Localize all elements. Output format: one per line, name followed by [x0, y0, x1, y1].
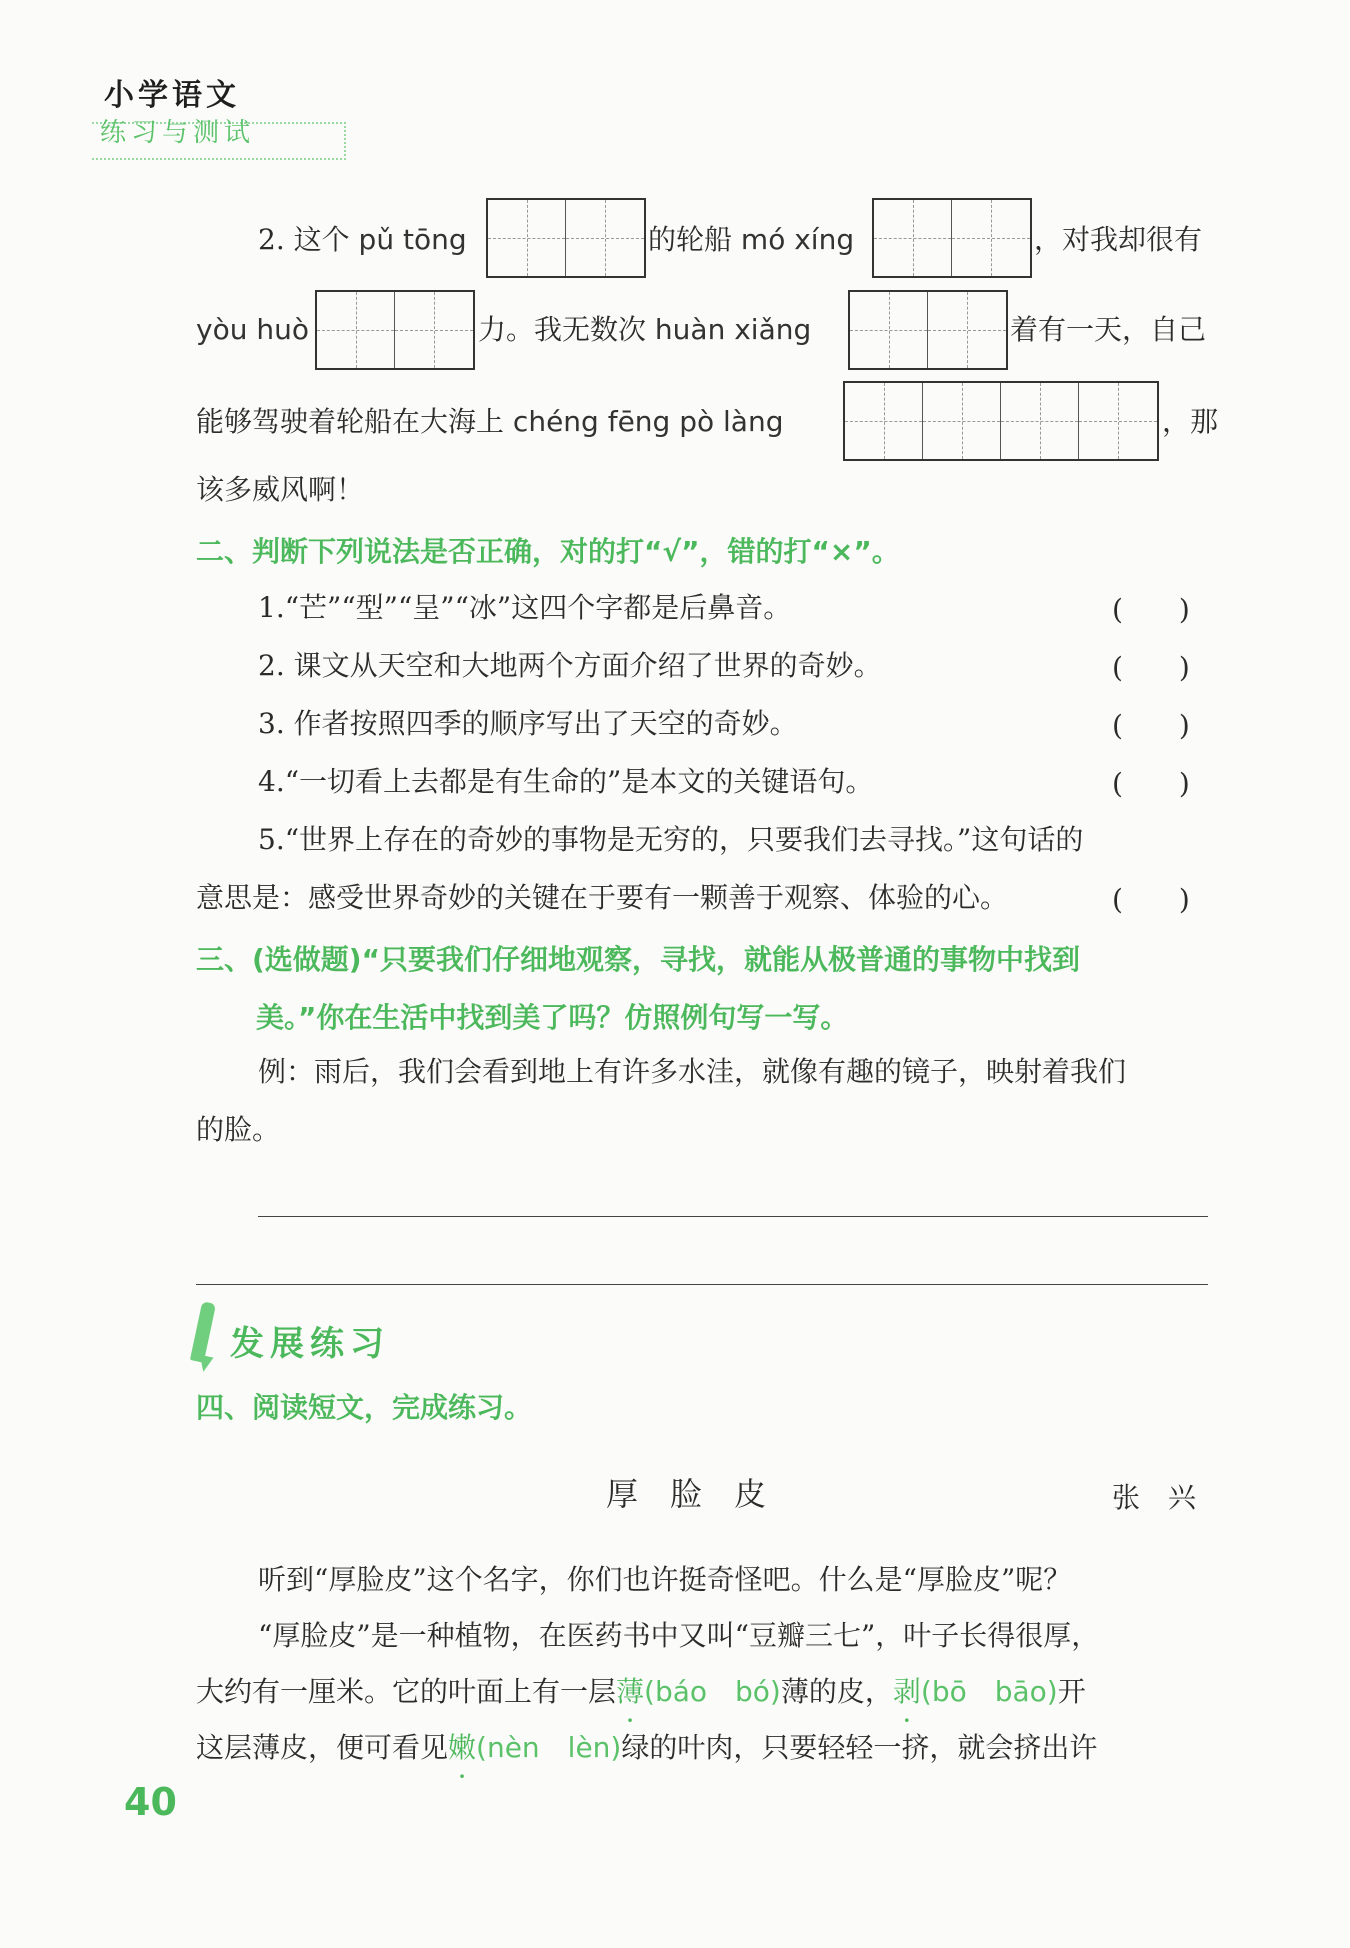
judge-item-4: 4.“一切看上去都是有生命的”是本文的关键语句。 [258, 765, 874, 798]
section-4-heading: 四、阅读短文，完成练习。 [196, 1391, 533, 1424]
article-title: 厚 脸 皮 [606, 1475, 767, 1513]
example-line-1: 例：雨后，我们会看到地上有许多水洼，就像有趣的镜子，映射着我们 [258, 1055, 1127, 1088]
marked-char-nen: 嫩 [448, 1731, 477, 1764]
section-2-heading: 二、判断下列说法是否正确，对的打“√”，错的打“×”。 [196, 535, 900, 568]
pinyin-choice-3[interactable]: (nèn lèn) [476, 1731, 622, 1764]
pen-tip-icon [196, 1355, 213, 1374]
answer-writing-line[interactable] [258, 1216, 1208, 1217]
book-title: 小学语文 [104, 78, 240, 113]
answer-grid-5[interactable] [843, 381, 1159, 461]
article-paragraph-2: “厚脸皮”是一种植物，在医药书中又叫“豆瓣三七”，叶子长得很厚， [258, 1619, 1100, 1652]
answer-paren-2[interactable]: ( ) [1112, 651, 1190, 684]
q2-line-1: 2. 这个 pǔ tōng [258, 223, 467, 256]
answer-paren-3[interactable]: ( ) [1112, 709, 1190, 742]
judge-item-2: 2. 课文从天空和大地两个方面介绍了世界的奇妙。 [258, 649, 882, 682]
answer-paren-4[interactable]: ( ) [1112, 767, 1190, 800]
judge-item-1: 1.“芒”“型”“呈”“冰”这四个字都是后鼻音。 [258, 591, 792, 624]
answer-grid-3[interactable] [315, 290, 475, 370]
article-author: 张 兴 [1112, 1481, 1197, 1514]
answer-grid-4[interactable] [848, 290, 1008, 370]
section-3-heading-line-2: 美。”你在生活中找到美了吗？仿照例句写一写。 [256, 1001, 849, 1034]
section-divider [196, 1284, 1208, 1285]
pinyin-choice-2[interactable]: (bō bāo) [920, 1675, 1058, 1708]
example-line-2: 的脸。 [196, 1113, 281, 1146]
section-3-heading-line-1: 三、(选做题)“只要我们仔细地观察，寻找，就能从极普通的事物中找到 [196, 943, 1080, 976]
book-subtitle: 练习与测试 [100, 118, 256, 148]
pen-icon [190, 1301, 216, 1363]
answer-paren-5[interactable]: ( ) [1112, 883, 1190, 916]
judge-item-3: 3. 作者按照四季的顺序写出了天空的奇妙。 [258, 707, 798, 740]
answer-grid-2[interactable] [872, 198, 1032, 278]
page-number: 40 [124, 1780, 177, 1824]
judge-item-5-line-2: 意思是：感受世界奇妙的关键在于要有一颗善于观察、体验的心。 [196, 881, 1009, 914]
judge-item-5-line-1: 5.“世界上存在的奇妙的事物是无穷的，只要我们去寻找。”这句话的 [258, 823, 1084, 856]
answer-grid-1[interactable] [486, 198, 646, 278]
pinyin-choice-1[interactable]: (báo bó) [644, 1675, 781, 1708]
workbook-page: 小学语文 练习与测试 2. 这个 pǔ tōng 的轮船 mó xíng ，对我却很有 yòu huò 力。我无数次 huàn xiǎng 着有一天，自己 能够驾驶着轮船在大海上 chéng fēng pò làng ，那 该多威风啊！ 二、判断下列说法是否正确，对的打“√”，错的打“×”。 1.“芒”“型”“呈”“冰”这四个字都是后鼻音。 ( ) 2. 课文从天空和大地两个方面介绍了世界的奇妙。 ( ) 3. 作者按照四季的顺序写出了天空的奇妙。 ( ) 4.“一切看上去都是有生命的”是本文的关键语句。 ( ) 5.“世界上存在的奇妙的事物是无穷的，只要我们去寻找。”这句话的 意思是：感受世界奇妙的关键在于要有一颗善于观察、体验的心。 ( ) 三、(选做题)“只要我们仔细地观察，寻找，就能从极普通的事物中找到 美。”你在生活中找到美了吗？仿照例句写一写。 例：雨后，我们会看到地上有许多水洼，就像有趣的镜子，映射着我们 的脸。 发展练习 四、阅读短文，完成练习。 厚 脸 皮 张 兴 听到“厚脸皮”这个名字，你们也许挺奇怪吧。什么是“厚脸皮”呢？ “厚脸皮”是一种植物，在医药书中又叫“豆瓣三七”，叶子长得很厚， 大约有一厘米。它的叶面上有一层薄(báo bó)薄的皮，剥(bō bāo)开 这层薄皮，便可看见嫩(nèn lèn)绿的叶肉，只要轻轻一挤，就会挤出许 40 [0, 0, 1350, 1948]
article-paragraph-1: 听到“厚脸皮”这个名字，你们也许挺奇怪吧。什么是“厚脸皮”呢？ [258, 1563, 1072, 1596]
marked-char-bao: 薄 [616, 1675, 645, 1708]
answer-paren-1[interactable]: ( ) [1112, 593, 1190, 626]
article-line-4: 这层薄皮，便可看见嫩(nèn lèn)绿的叶肉，只要轻轻一挤，就会挤出许 [196, 1731, 1098, 1764]
marked-char-bo: 剥 [892, 1675, 921, 1708]
article-line-3: 大约有一厘米。它的叶面上有一层薄(báo bó)薄的皮，剥(bō bāo)开 [196, 1675, 1086, 1708]
development-practice-title: 发展练习 [230, 1324, 390, 1364]
